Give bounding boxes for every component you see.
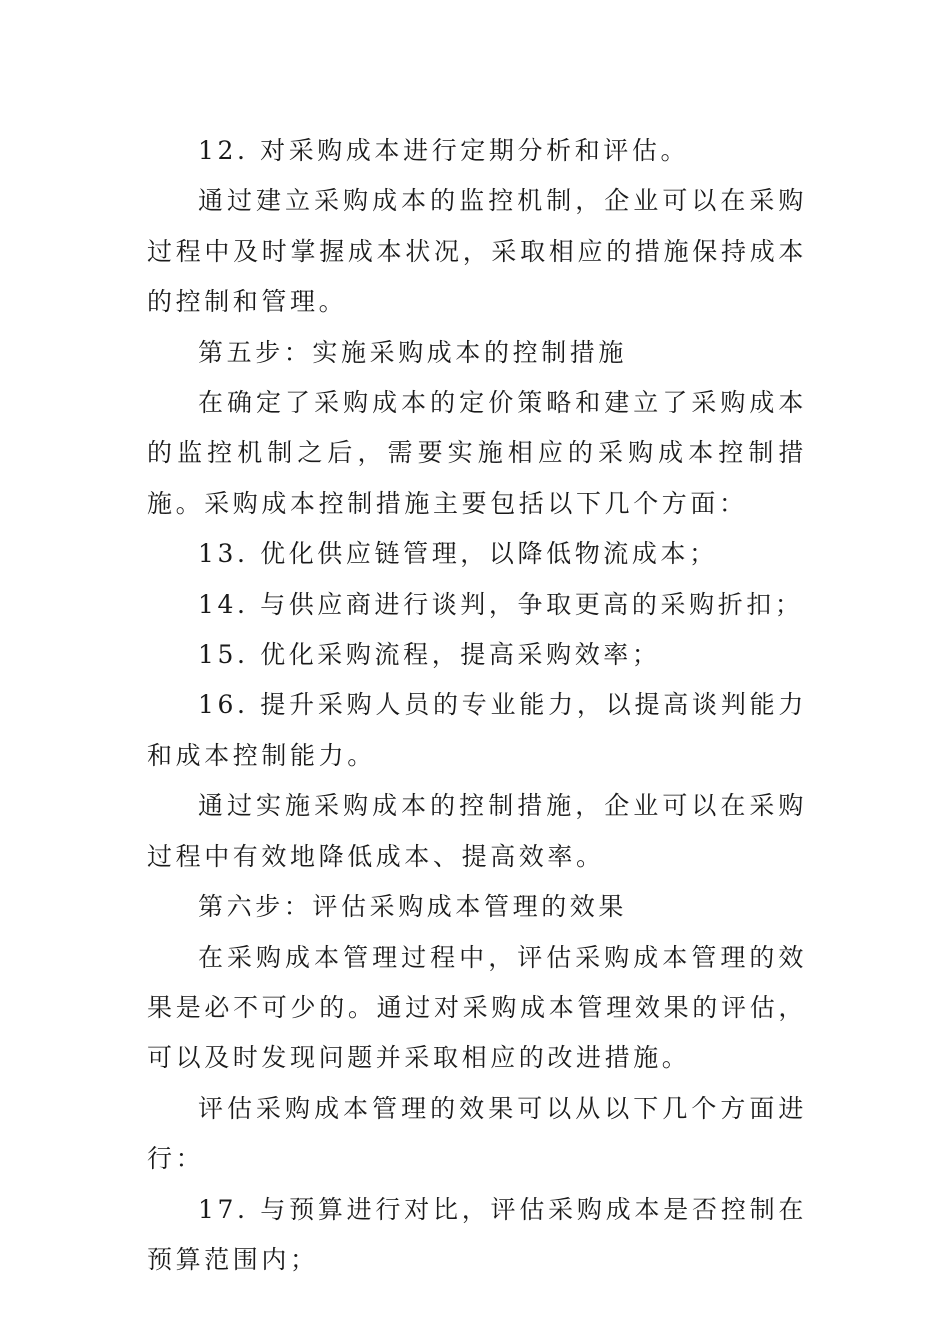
paragraph-control-measures-intro: 在确定了采购成本的定价策略和建立了采购成本的监控机制之后，需要实施相应的采购成本控制措施。采购成本控制措施主要包括以下几个方面：: [147, 388, 807, 518]
paragraph-monitoring-summary: 通过建立采购成本的监控机制，企业可以在采购过程中及时掌握成本状况，采取相应的措施保持成本的控制和管理。: [147, 186, 807, 317]
document-body: [147, 126, 807, 1285]
paragraph-evaluation-intro: 在采购成本管理过程中，评估采购成本管理的效果是必不可少的。通过对采购成本管理效果的评估，可以及时发现问题并采取相应的改进措施。: [147, 942, 807, 1073]
paragraph-control-summary: 通过实施采购成本的控制措施，企业可以在采购过程中有效地降低成本、提高效率。: [147, 791, 807, 871]
section-heading-step-5: 第五步：实施采购成本的控制措施: [198, 337, 628, 367]
list-item-15: 15. 优化采购流程，提高采购效率；: [198, 640, 661, 670]
list-item-17: 17. 与预算进行对比，评估采购成本是否控制在预算范围内；: [147, 1194, 807, 1274]
paragraph-evaluation-aspects: 评估采购成本管理的效果可以从以下几个方面进行：: [147, 1093, 807, 1174]
list-item-16: 16. 提升采购人员的专业能力，以提高谈判能力和成本控制能力。: [147, 690, 807, 770]
list-item-14: 14. 与供应商进行谈判，争取更高的采购折扣；: [198, 589, 804, 619]
section-heading-step-6: 第六步：评估采购成本管理的效果: [198, 892, 628, 922]
list-item-12: 12. 对采购成本进行定期分析和评估。: [198, 136, 690, 165]
list-item-13: 13. 优化供应链管理，以降低物流成本；: [198, 539, 718, 569]
